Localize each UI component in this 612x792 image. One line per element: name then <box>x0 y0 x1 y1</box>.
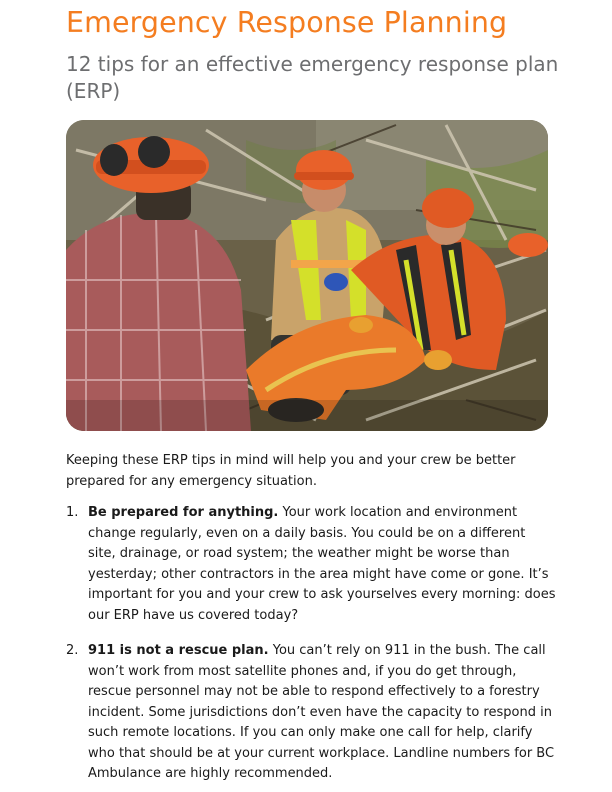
tip-number: 2. <box>66 643 79 658</box>
intro-paragraph: Keeping these ERP tips in mind will help you and your crew be better prepared for any emergency situation. <box>66 453 516 489</box>
forestry-first-aid-photo <box>66 120 548 431</box>
tips-list <box>66 503 556 785</box>
tip-body: You can’t rely on 911 in the bush. The call won’t work from most satellite phones and, if you do get through, rescue personnel may not be able to respond effectively to a forestry incident. Some jurisdictions don’t even have the capacity to respond in such remote locations. If you can only make one call for help, clarify who that should be at your current workplace. Landline numbers for BC Ambulance are highly recommended. <box>88 643 555 781</box>
tip-number: 1. <box>66 505 79 520</box>
tip-heading: Be prepared for anything. <box>88 505 279 520</box>
list-item <box>66 503 556 626</box>
page-subtitle: 12 tips for an effective emergency response plan (ERP) <box>66 52 559 103</box>
tip-body: Your work location and environment change regularly, even on a daily basis. You could be on a different site, drainage, or road system; the weather might be worse than yesterday; other contractors in the area might have come or gone. It’s important for you and your crew to ask yourselves every morning: does our ERP have us covered today? <box>88 505 556 623</box>
page-title: Emergency Response Planning <box>66 6 508 39</box>
tip-heading: 911 is not a rescue plan. <box>88 643 269 658</box>
list-item <box>66 641 556 785</box>
